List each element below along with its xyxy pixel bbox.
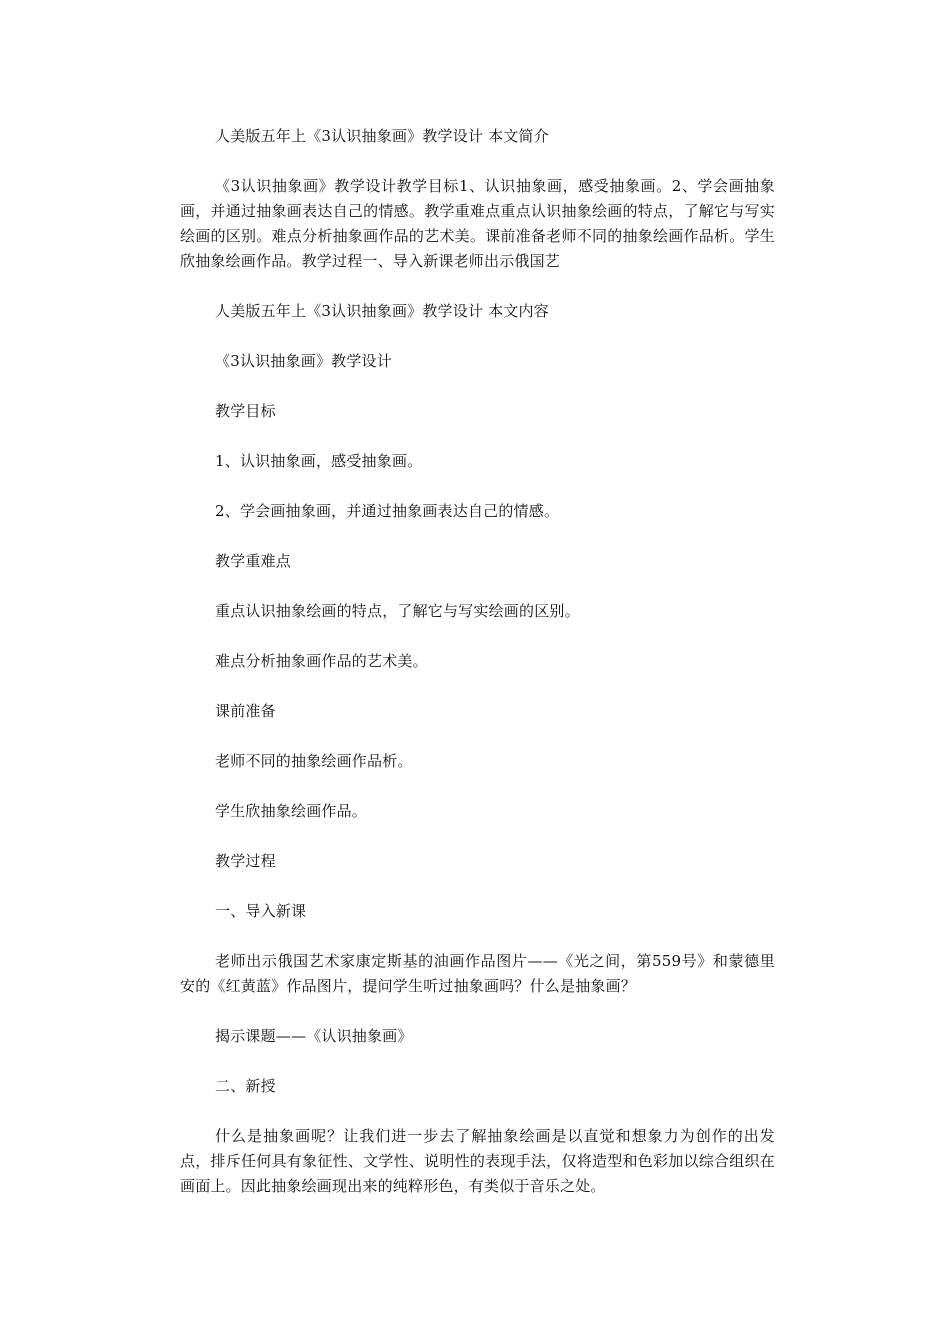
topic-reveal: 揭示课题——《认识抽象画》 xyxy=(215,1027,413,1045)
difficult-point: 难点分析抽象画作品的艺术美。 xyxy=(215,652,428,670)
section-key-points: 教学重难点 xyxy=(215,552,292,570)
goal-item-1: 1、认识抽象画，感受抽象画。 xyxy=(215,452,423,470)
step-2-title: 二、新授 xyxy=(215,1077,276,1095)
step-1-title: 一、导入新课 xyxy=(215,902,307,920)
intro-title: 人美版五年上《3认识抽象画》教学设计 本文简介 xyxy=(215,127,549,145)
document-page xyxy=(180,124,775,1199)
content-title: 人美版五年上《3认识抽象画》教学设计 本文内容 xyxy=(215,302,549,320)
design-title: 《3认识抽象画》教学设计 xyxy=(215,352,392,370)
intro-summary: 《3认识抽象画》教学设计教学目标1、认识抽象画，感受抽象画。2、学会画抽象画，并通过抽象画表达自己的情感。教学重难点重点认识抽象绘画的特点，了解它与写实绘画的区别。难点分析抽象画作品的艺术美。课前准备老师不同的抽象绘画作品析。学生欣抽象绘画作品。教学过程一、导入新课老师出示俄国艺 xyxy=(180,177,775,270)
preparation-teacher: 老师不同的抽象绘画作品析。 xyxy=(215,752,413,770)
section-preparation: 课前准备 xyxy=(215,702,276,720)
key-point: 重点认识抽象绘画的特点，了解它与写实绘画的区别。 xyxy=(215,602,580,620)
preparation-student: 学生欣抽象绘画作品。 xyxy=(215,802,368,820)
section-goals: 教学目标 xyxy=(215,402,276,420)
step-1-text: 老师出示俄国艺术家康定斯基的油画作品图片——《光之间，第559号》和蒙德里安的《红黄蓝》作品图片，提问学生听过抽象画吗？什么是抽象画？ xyxy=(180,952,775,995)
step-2-text: 什么是抽象画呢？让我们进一步去了解抽象绘画是以直觉和想象力为创作的出发点，排斥任何具有象征性、文学性、说明性的表现手法，仅将造型和色彩加以综合组织在画面上。因此抽象绘画现出来的纯粹形色，有类似于音乐之处。 xyxy=(180,1127,775,1195)
goal-item-2: 2、学会画抽象画，并通过抽象画表达自己的情感。 xyxy=(215,502,560,520)
section-process: 教学过程 xyxy=(215,852,276,870)
